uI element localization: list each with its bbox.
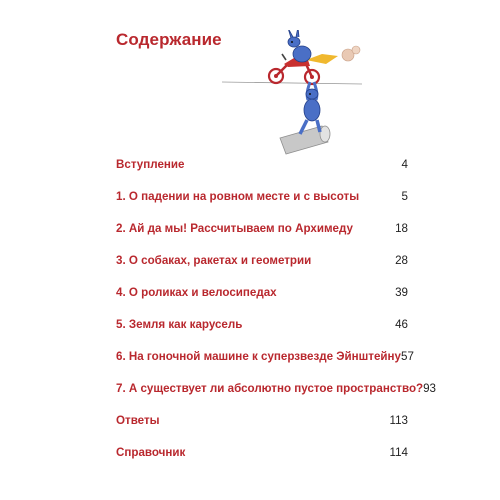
toc-entry-page: 18 [395,222,408,235]
toc-entry-label[interactable]: 2. Ай да мы! Рассчитываем по Архимеду [116,222,353,235]
toc-entry-label[interactable]: 6. На гоночной машине к суперзвезде Эйнштейну [116,350,402,363]
toc-row[interactable] [116,381,437,413]
toc-entry-label[interactable]: 1. О падении на ровном месте и с высоты [116,190,360,203]
toc-entry-label[interactable]: 4. О роликах и велосипедах [116,286,277,299]
toc-entry-page: 114 [389,446,408,459]
toc-entry-page: 5 [401,190,408,203]
toc-entry-label[interactable]: 5. Земля как карусель [116,318,243,331]
toc-row[interactable] [116,189,408,221]
toc-entry-label[interactable]: 3. О собаках, ракетах и геометрии [116,254,312,267]
toc-entry-page: 4 [401,158,408,171]
toc-entry-label[interactable]: 7. А существует ли абсолютно пустое пространство? [116,382,424,395]
toc-row[interactable] [116,157,408,189]
toc-entry-label[interactable]: Ответы [116,414,160,427]
toc-entry-label[interactable]: Справочник [116,446,186,459]
toc-row[interactable] [116,413,408,445]
toc-row[interactable] [116,349,414,381]
page-title: Содержание [116,30,222,49]
toc-row[interactable] [116,253,408,285]
toc-entry-page: 28 [395,254,408,267]
toc-row[interactable] [116,221,408,253]
toc-row[interactable] [116,285,408,317]
toc-entry-page: 46 [395,318,408,331]
toc-entry-label[interactable]: Вступление [116,158,185,171]
toc-entry-page: 93 [423,382,437,395]
bunnies-on-motorcycle-tightrope-icon [222,30,362,160]
table-of-contents [116,157,437,477]
toc-entry-page: 113 [389,414,408,427]
toc-entry-page: 39 [395,286,408,299]
toc-row[interactable] [116,445,408,477]
toc-row[interactable] [116,317,408,349]
toc-entry-page: 57 [401,350,414,363]
